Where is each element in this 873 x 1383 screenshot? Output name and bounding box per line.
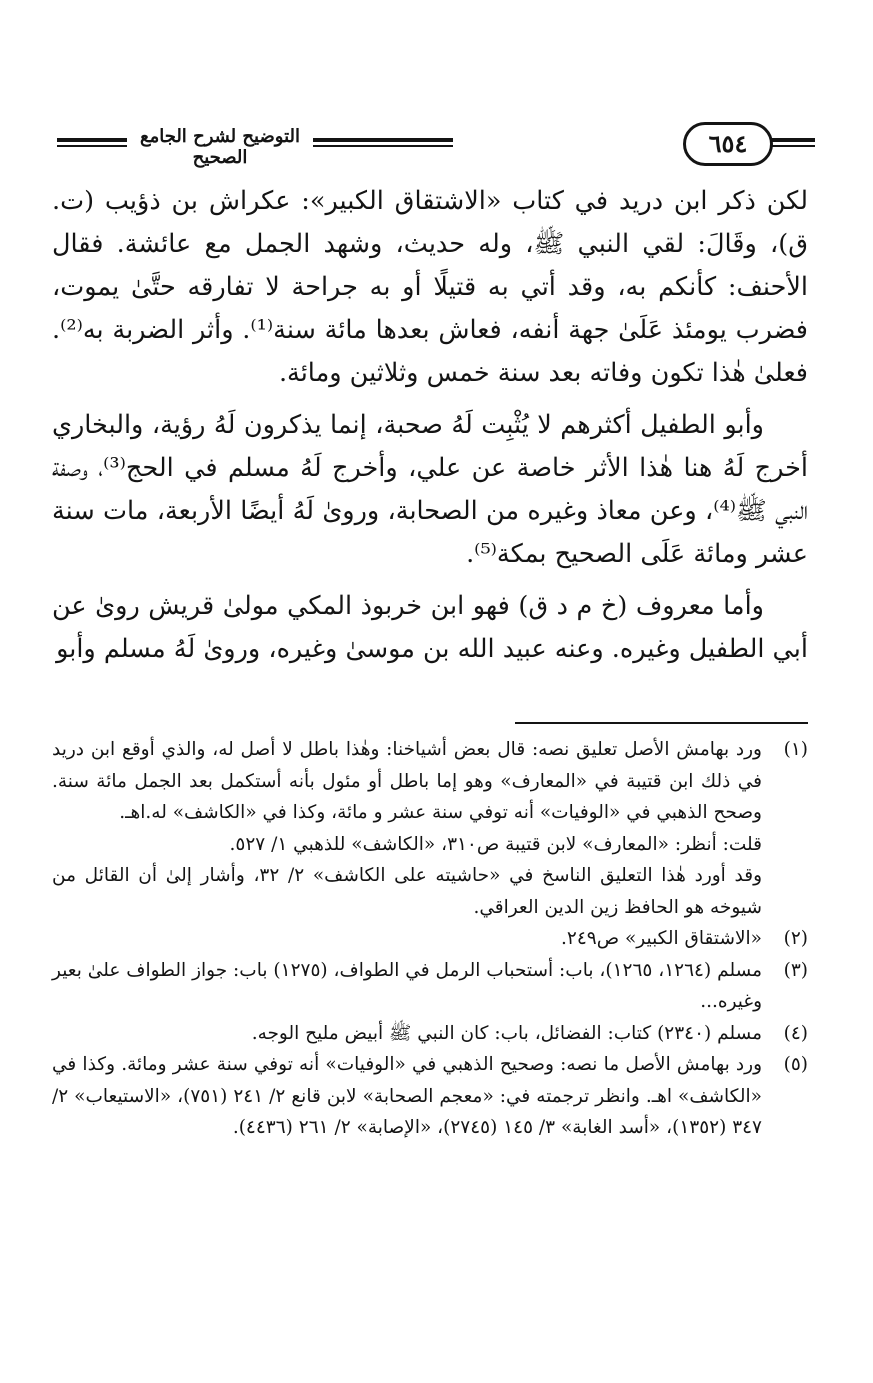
footnote-text: مسلم (١٢٦٤، ١٢٦٥)، باب: أستحباب الرمل في الطواف، (١٢٧٥) باب: جواز الطواف علىٰ بعير وغيره... (52, 959, 762, 1012)
footnote (52, 734, 808, 829)
header-rule (313, 145, 453, 147)
footnote-text: «الاشتقاق الكبير» ص٢٤٩. (561, 928, 762, 949)
header-rule (771, 145, 815, 147)
running-title: التوضيح لشرح الجامع الصحيح (140, 126, 300, 168)
footnote-number: (٣) (783, 959, 808, 981)
footnote-text: ورد بهامش الأصل تعليق نصه: قال بعض أشياخنا: وهٰذا باطل لا أصل له، والذي أوقع ابن دريد في ذلك ابن قتيبة في «المعارف» وهو إما باطل أو مئول بأنه أستكمل بعد الجمل مائة سنة. وصحح الذهبي في «الوفيات» أنه توفي سنة عشر و مائة، وكذا في «الكاشف» له.اهـ. (52, 739, 762, 823)
main-text (52, 180, 808, 680)
footnote-number: (٥) (783, 1054, 808, 1075)
header-rule (771, 138, 815, 142)
header-rule (57, 145, 127, 147)
footnote-continuation: وقد أورد هٰذا التعليق الناسخ في «حاشيته على الكاشف» ٢/ ٣٢، وأشار إلىٰ أن القائل من شيوخه هو الحافظ زين الدين العراقي. (52, 865, 763, 918)
footnotes (52, 734, 808, 1144)
paragraph: وأبو الطفيل أكثرهم لا يُثْبِت لَهُ صحبة، إنما يذكرون لَهُ رؤية، والبخاري أخرج لَهُ هنا هٰذا الأثر خاصة عن علي، وأخرج لَهُ مسلم في الحج⁽³⁾، وصفة النبي ﷺ⁽⁴⁾، وعن معاذ وغيره من الصحابة، وروىٰ لَهُ أيضًا الأربعة، مات سنة عشر ومائة عَلَى الصحيح بمكة⁽⁵⁾. (52, 410, 808, 569)
footnote (52, 1049, 808, 1144)
footnote (52, 1018, 808, 1050)
page-number: ٦٥٤ (683, 122, 773, 166)
footnote-number: (١) (783, 739, 808, 760)
header-rule (313, 138, 453, 142)
footnote (52, 955, 808, 1018)
footnote-number: (٢) (783, 928, 808, 949)
footnote-text: ورد بهامش الأصل ما نصه: وصحيح الذهبي في «الوفيات» أنه توفي سنة عشر ومائة. وكذا في «الكاشف» اهـ. وانظر ترجمته في: «معجم الصحابة» لابن قانع ٢/ ٢٤١ (٧٥١)، «الاستيعاب» ٢/ ٣٤٧ (١٣٥٢)، «أسد الغابة» ٣/ ١٤٥ (٢٧٤٥)، «الإصابة» ٢/ ٢٦١ (٤٤٣٦). (52, 1054, 762, 1138)
footnote-number: (٤) (783, 1022, 808, 1044)
footnote-continuation: قلت: أنظر: «المعارف» لابن قتيبة ص٣١٠، «الكاشف» للذهبي ١/ ٥٢٧. (229, 833, 762, 855)
paragraph: وأما معروف (خ م د ق) فهو ابن خربوذ المكي مولىٰ قريش روىٰ عن أبي الطفيل وغيره. وعنه عبيد الله بن موسىٰ وغيره، وروىٰ لَهُ مسلم وأبو (52, 591, 808, 664)
footnote (52, 923, 808, 955)
header-rule (57, 138, 127, 142)
footnote-separator (515, 722, 808, 724)
running-header (55, 118, 815, 168)
footnote-text: مسلم (٢٣٤٠) كتاب: الفضائل، باب: كان النبي ﷺ أبيض مليح الوجه. (251, 1022, 762, 1044)
paragraph: لكن ذكر ابن دريد في كتاب «الاشتقاق الكبير»: عكراش بن ذؤيب (ت. ق)، وقَالَ: لقي النبي ﷺ، وله حديث، وشهد الجمل مع عائشة. فقال الأحنف: كأنكم به، وقد أتي به قتيلًا أو به جراحة لا تفارقه حتَّىٰ يموت، فضرب يومئذ عَلَىٰ جهة أنفه، فعاش بعدها مائة سنة⁽¹⁾. وأثر الضربة به⁽²⁾. فعلىٰ هٰذا تكون وفاته بعد سنة خمس وثلاثين ومائة. (52, 186, 808, 388)
